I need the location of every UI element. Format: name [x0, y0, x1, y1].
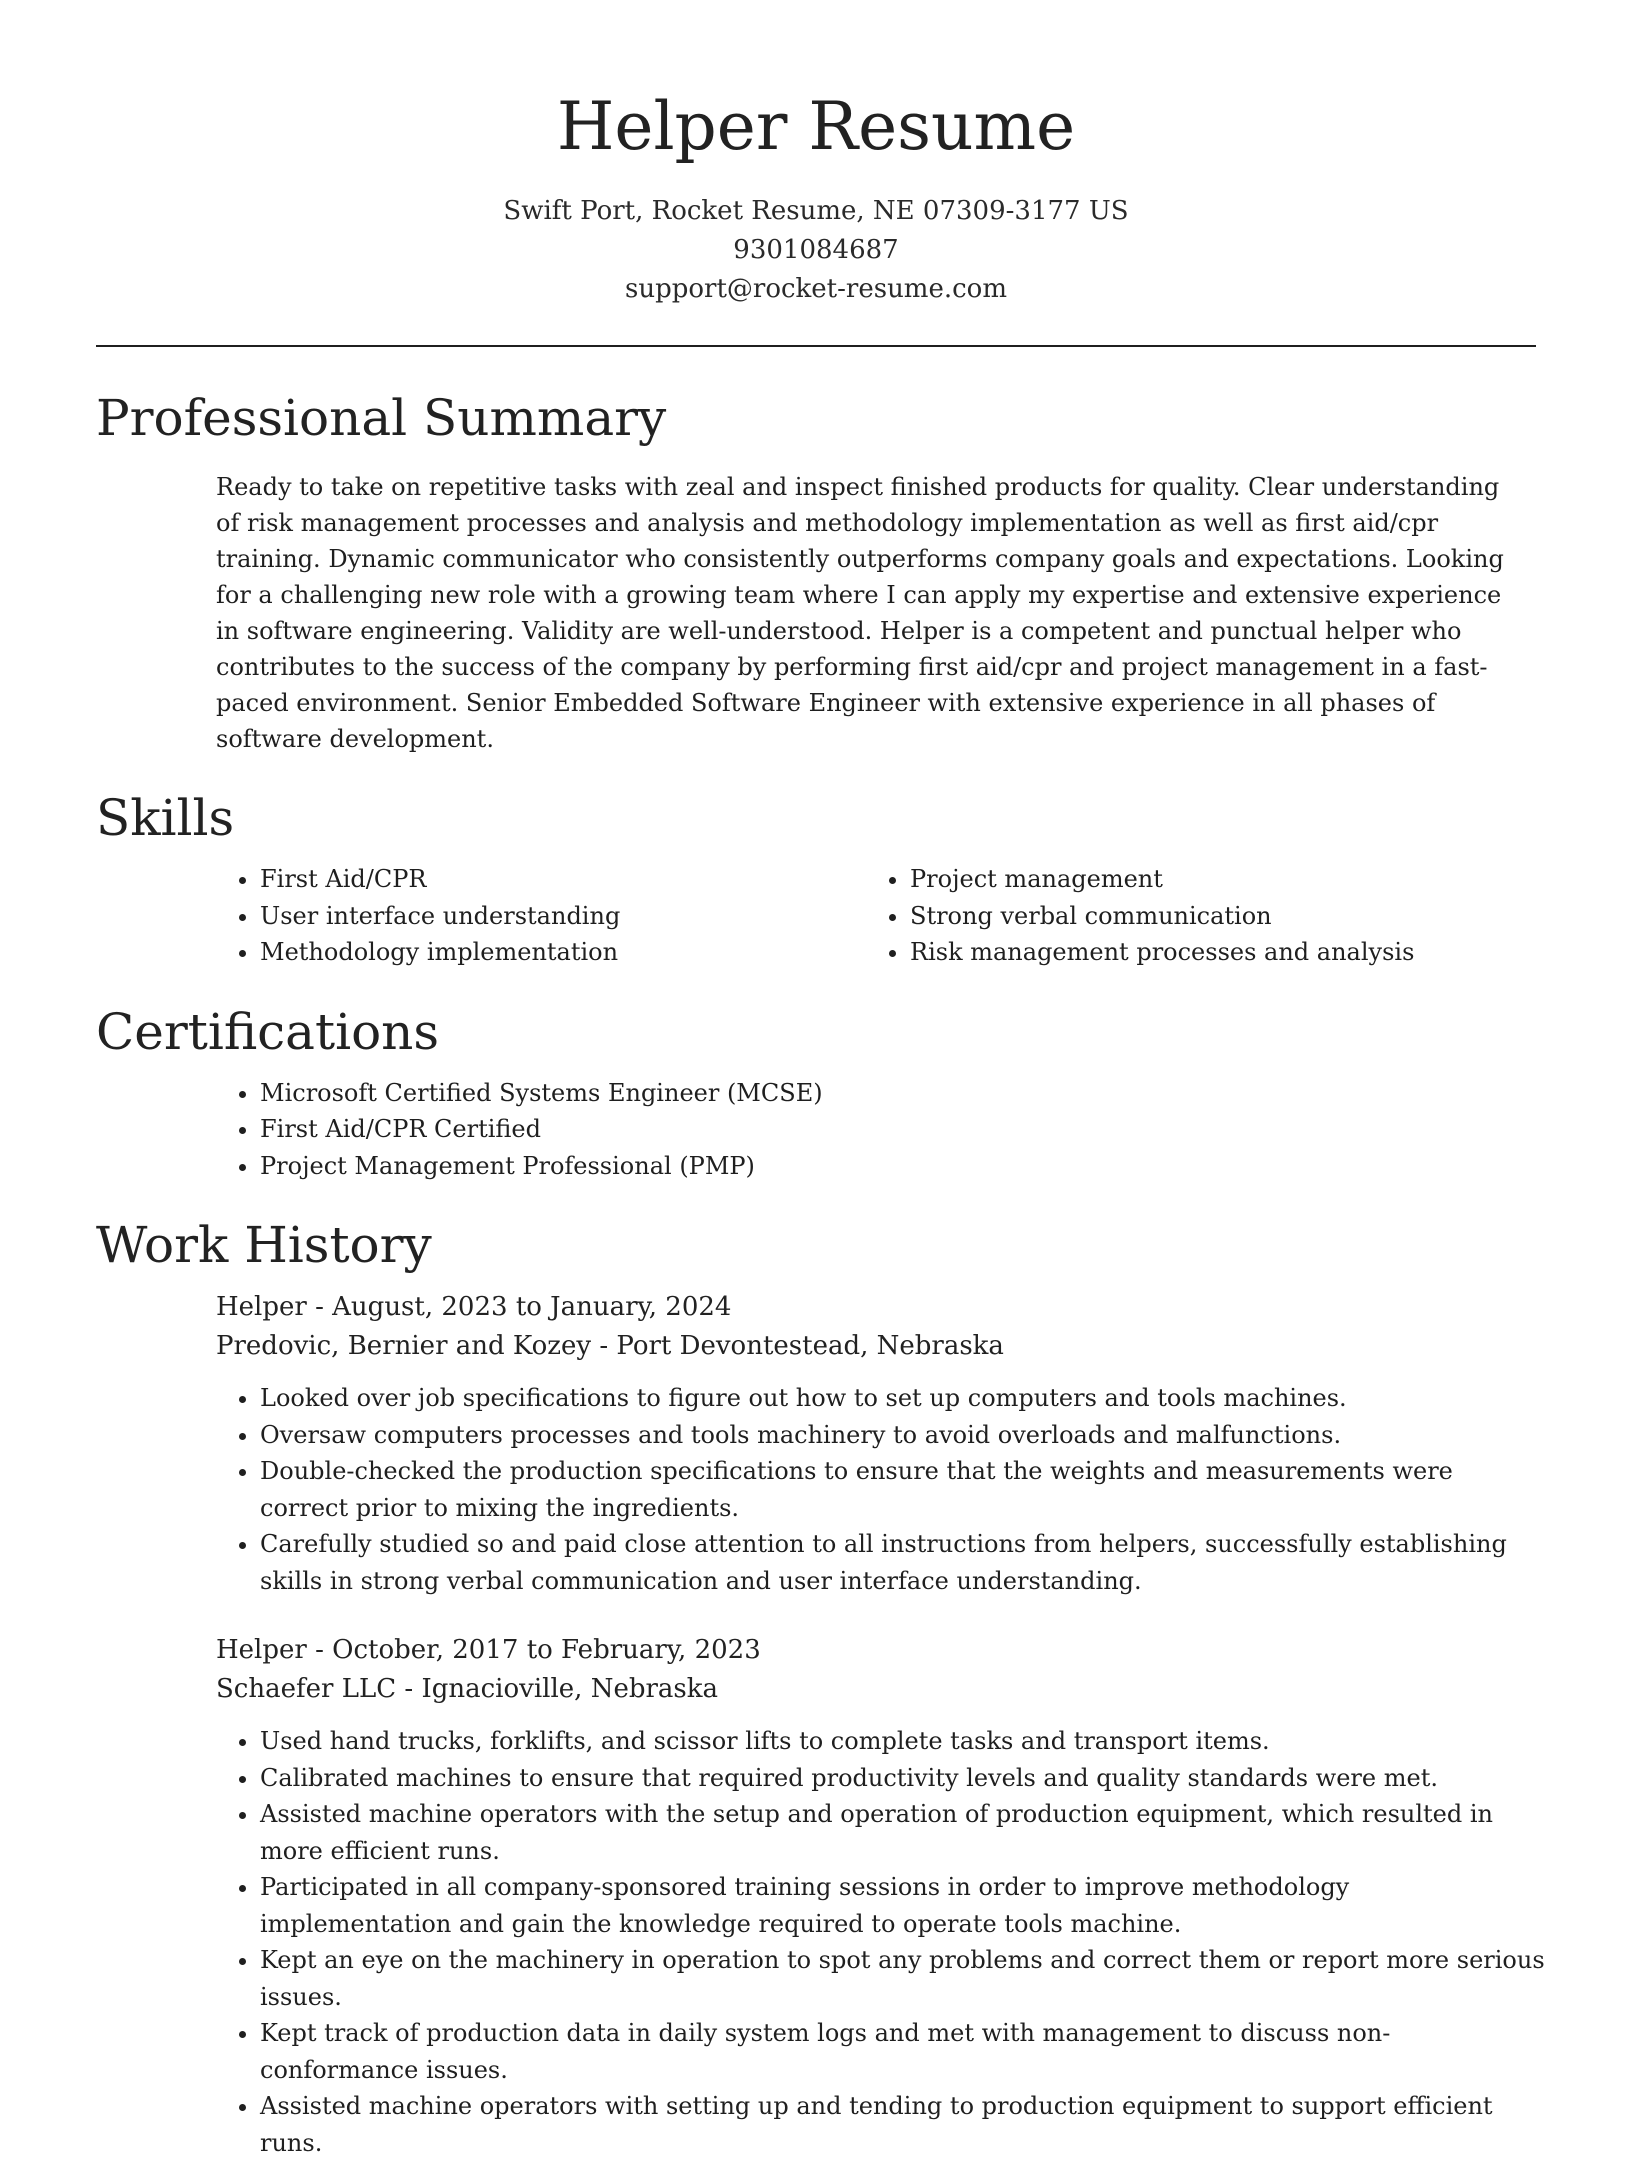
job-entry [216, 1288, 1546, 1599]
header-divider [96, 345, 1536, 347]
job-duty-item: • Assisted machine operators with the setup and operation of production equipment, which resulted in more efficient runs. [260, 1796, 1546, 1869]
certification-item: • Microsoft Certified Systems Engineer (MCSE) [260, 1075, 1536, 1112]
skill-item: • Strong verbal communication [910, 898, 1516, 935]
job-duty-item: • Kept an eye on the machinery in operation to spot any problems and correct them or report more serious issues. [260, 1942, 1546, 2015]
certifications-list [216, 1075, 1536, 1185]
certification-item: • First Aid/CPR Certified [260, 1111, 1536, 1148]
skill-item: • Project management [910, 861, 1516, 898]
contact-address: Swift Port, Rocket Resume, NE 07309-3177 US [503, 196, 1129, 226]
skill-item: • Risk management processes and analysis [910, 934, 1516, 971]
job-duty-item: • Used hand trucks, forklifts, and scissor lifts to complete tasks and transport items. [260, 1723, 1546, 1760]
job-role-dates: Helper - October, 2017 to February, 2023 [216, 1635, 761, 1665]
resume-header [96, 0, 1536, 309]
contact-email: support@rocket-resume.com [624, 274, 1007, 304]
contact-phone: 9301084687 [733, 235, 899, 265]
job-duty-item: • Double-checked the production specifications to ensure that the weights and measurements were correct prior to mixing the ingredients. [260, 1453, 1546, 1526]
resume-page [96, 0, 1545, 2161]
job-duty-item: • Oversaw computers processes and tools machinery to avoid overloads and malfunctions. [260, 1417, 1546, 1454]
job-duty-item: • Kept track of production data in daily system logs and met with management to discuss non-conformance issues. [260, 2015, 1546, 2088]
job-duty-item: • Looked over job specifications to figure out how to set up computers and tools machines. [260, 1380, 1546, 1417]
work-history-heading: Work History [96, 1216, 432, 1274]
job-company-location: Predovic, Bernier and Kozey - Port Devontestead, Nebraska [216, 1331, 1004, 1361]
summary-text: Ready to take on repetitive tasks with zeal and inspect finished products for quality. Clear understanding of risk management processes and analysis and methodology implementation as well as first aid/cpr training. Dynamic communicator who consistently outperforms company goals and expectations. Looking for a challenging new role with a growing team where I can apply my expertise and extensive experience in software engineering. Validity are well-understood. Helper is a competent and punctual helper who contributes to the success of the company by performing first aid/cpr and project management in a fast-paced environment. Senior Embedded Software Engineer with extensive experience in all phases of software development. [216, 473, 1504, 753]
certifications-heading: Certifications [96, 1002, 440, 1061]
skill-item: • First Aid/CPR [260, 861, 866, 898]
job-duty-item: • Calibrated machines to ensure that required productivity levels and quality standards were met. [260, 1760, 1546, 1797]
skills-list [216, 861, 1536, 971]
summary-heading: Professional Summary [96, 389, 667, 447]
contact-info [96, 192, 1536, 309]
skill-item: • User interface understanding [260, 898, 866, 935]
job-duties-list [216, 1723, 1546, 2161]
job-role-dates: Helper - August, 2023 to January, 2024 [216, 1292, 732, 1322]
job-entry [216, 1631, 1546, 2161]
certification-item: • Project Management Professional (PMP) [260, 1148, 1536, 1185]
skills-column-left [216, 861, 866, 971]
job-duty-item: • Participated in all company-sponsored training sessions in order to improve methodology implementation and gain the knowledge required to operate tools machine. [260, 1869, 1546, 1942]
skills-heading: Skills [96, 789, 235, 847]
job-duty-item: • Carefully studied so and paid close attention to all instructions from helpers, successfully establishing skills in strong verbal communication and user interface understanding. [260, 1526, 1546, 1599]
skills-column-right [866, 861, 1516, 971]
skill-item: • Methodology implementation [260, 934, 866, 971]
resume-title: Helper Resume [556, 88, 1076, 165]
job-company-location: Schaefer LLC - Ignacioville, Nebraska [216, 1674, 718, 1704]
job-duties-list [216, 1380, 1546, 1599]
job-duty-item: • Assisted machine operators with setting up and tending to production equipment to support efficient runs. [260, 2088, 1546, 2161]
